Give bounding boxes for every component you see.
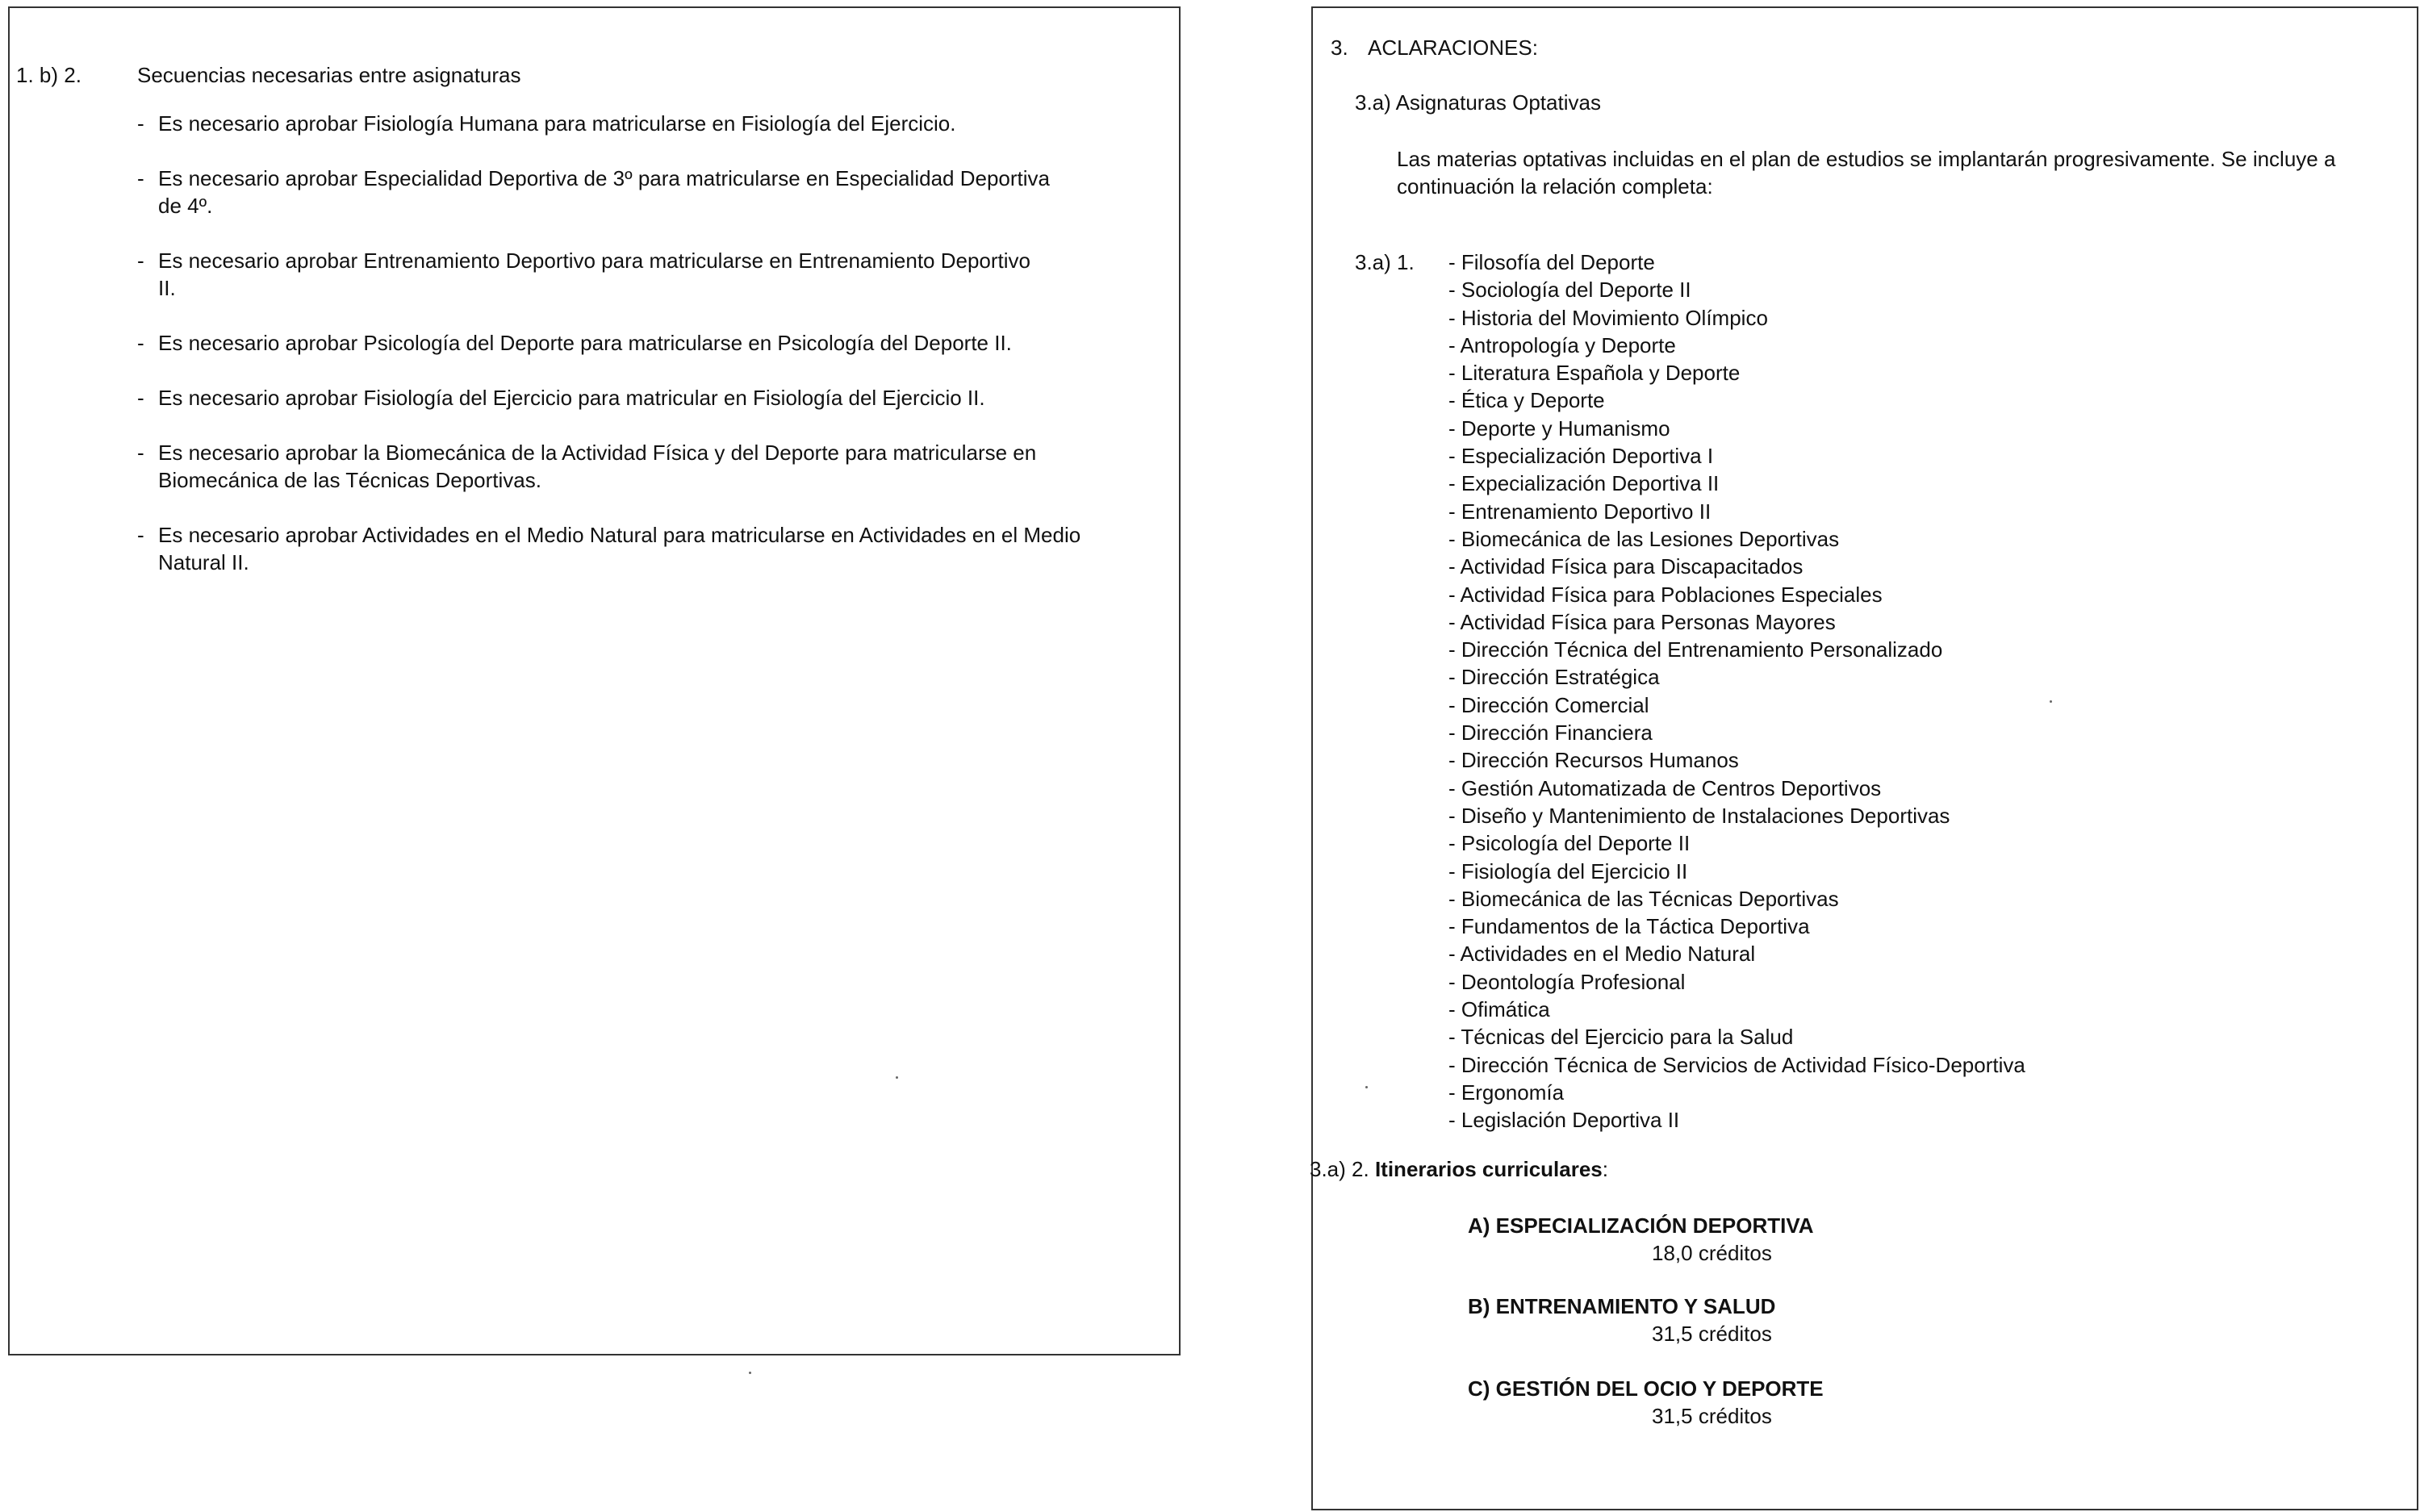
list-item bbox=[1448, 913, 2025, 940]
section-number: 1. b) 2. bbox=[16, 63, 82, 87]
list-item bbox=[1448, 415, 2025, 442]
list-item bbox=[1448, 885, 2025, 913]
optional-subject: Sociología del Deporte II bbox=[1461, 278, 1691, 303]
optional-subject: Ergonomía bbox=[1461, 1080, 1565, 1105]
list-dash: - bbox=[1448, 1080, 1461, 1105]
optional-subject: Historia del Movimiento Olímpico bbox=[1461, 305, 1768, 330]
list-dash: - bbox=[1448, 692, 1461, 717]
itinerary-title: B) ENTRENAMIENTO Y SALUD bbox=[1468, 1294, 1776, 1318]
optional-subject: Fisiología del Ejercicio II bbox=[1461, 858, 1688, 883]
list-item bbox=[1448, 276, 2025, 303]
optional-subject: Gestión Automatizada de Centros Deportivos bbox=[1461, 775, 1882, 800]
requirement-text: Es necesario aprobar Fisiología del Ejercicio para matricular en Fisiología del Ejercicio II. bbox=[158, 386, 985, 410]
list-item bbox=[1448, 1051, 2025, 1079]
list-item: - Es necesario aprobar la Biomecánica de la Actividad Física y del Deporte para matricularse en Biomecánica de las Técnicas Deportivas. bbox=[137, 439, 1138, 494]
list-dash: - bbox=[1448, 997, 1461, 1022]
list-item bbox=[1448, 996, 2025, 1023]
list-dash: - bbox=[1448, 305, 1461, 330]
list-dash: - bbox=[1448, 720, 1461, 746]
list-dash: - bbox=[1448, 278, 1461, 303]
optional-subject: Especialización Deportiva I bbox=[1461, 444, 1714, 469]
requirement-text: Es necesario aprobar la Biomecánica de la Actividad Física y del Deporte para matricularse en Biomecánica de las Técnicas Deportivas. bbox=[158, 441, 1037, 492]
list-dash: - bbox=[1448, 1108, 1461, 1133]
optional-subject: Dirección Comercial bbox=[1461, 692, 1649, 717]
optional-subject: Biomecánica de las Lesiones Deportivas bbox=[1461, 526, 1840, 551]
optional-subject: Fundamentos de la Táctica Deportiva bbox=[1461, 914, 1810, 939]
list-item bbox=[1448, 829, 2025, 857]
requirement-text: Es necesario aprobar Actividades en el Medio Natural para matricularse en Actividades en el Medio Natural II. bbox=[158, 523, 1081, 574]
optional-subject: Biomecánica de las Técnicas Deportivas bbox=[1461, 886, 1839, 911]
left-page bbox=[8, 6, 1181, 1355]
scan-speck bbox=[749, 1372, 751, 1374]
optional-subject: Legislación Deportiva II bbox=[1461, 1108, 1680, 1133]
list-item bbox=[1448, 525, 2025, 553]
optional-subject: Entrenamiento Deportivo II bbox=[1461, 499, 1712, 524]
optional-subject: Antropología y Deporte bbox=[1460, 332, 1676, 357]
list-item bbox=[1448, 968, 2025, 996]
list-item bbox=[1448, 581, 2025, 608]
list-item bbox=[1448, 470, 2025, 497]
list-item bbox=[1448, 442, 2025, 470]
section-title: Secuencias necesarias entre asignaturas bbox=[137, 63, 521, 87]
itinerary-option bbox=[1468, 1375, 1824, 1430]
list-item bbox=[1448, 386, 2025, 414]
list-dash: - bbox=[1448, 1052, 1461, 1077]
optional-subject: Dirección Financiera bbox=[1461, 720, 1653, 746]
list-dash: - bbox=[1448, 388, 1461, 413]
list-dash: - bbox=[1448, 637, 1461, 662]
list-item bbox=[1448, 332, 2025, 359]
list-item: - Es necesario aprobar Especialidad Deportiva de 3º para matricularse en Especialidad Deportiva de 4º. bbox=[137, 165, 1138, 219]
list-item bbox=[1448, 746, 2025, 774]
optional-subject: Técnicas del Ejercicio para la Salud bbox=[1461, 1025, 1794, 1050]
itinerary-option bbox=[1468, 1293, 1775, 1347]
list-dash: - bbox=[1448, 914, 1461, 939]
itineraries-prefix: 3.a) 2. bbox=[1310, 1157, 1369, 1181]
optional-subject: Deontología Profesional bbox=[1461, 969, 1686, 994]
list-item bbox=[1448, 663, 2025, 691]
scan-speck bbox=[1365, 1086, 1368, 1088]
list-dash: - bbox=[1448, 554, 1461, 579]
optional-subject: Filosofía del Deporte bbox=[1461, 250, 1655, 274]
list-item bbox=[1448, 802, 2025, 829]
list-item bbox=[1448, 359, 2025, 386]
list-dash: - bbox=[1448, 471, 1461, 496]
optional-subject: Deporte y Humanismo bbox=[1461, 416, 1670, 441]
intro-paragraph: Las materias optativas incluidas en el plan de estudios se implantarán progresivamente. Se incluye a continuación la relación completa: bbox=[1397, 147, 2336, 198]
list-dash: - bbox=[1448, 775, 1461, 800]
list-item bbox=[1448, 498, 2025, 525]
section-title: ACLARACIONES: bbox=[1368, 36, 1538, 60]
list-item bbox=[1448, 858, 2025, 885]
optional-subject: Actividad Física para Discapacitados bbox=[1460, 554, 1804, 579]
list-item: - Es necesario aprobar Psicología del Deporte para matricularse en Psicología del Deporte II. bbox=[137, 331, 1012, 355]
section-number: 3. bbox=[1331, 36, 1348, 60]
itineraries-title: Itinerarios curriculares bbox=[1374, 1157, 1603, 1181]
list-item: - Es necesario aprobar Fisiología Humana para matricularse en Fisiología del Ejercicio. bbox=[137, 111, 956, 136]
requirement-text: Es necesario aprobar Fisiología Humana para matricularse en Fisiología del Ejercicio. bbox=[158, 111, 956, 136]
list-item bbox=[1448, 1106, 2025, 1134]
list-number: 3.a) 1. bbox=[1355, 250, 1415, 274]
list-dash: - bbox=[1448, 361, 1461, 386]
itinerary-credits: 18,0 créditos bbox=[1652, 1241, 1772, 1265]
optional-subject: Actividades en el Medio Natural bbox=[1460, 942, 1756, 967]
list-dash: - bbox=[1448, 332, 1461, 357]
itinerary-title: A) ESPECIALIZACIÓN DEPORTIVA bbox=[1468, 1213, 1814, 1238]
list-dash: - bbox=[1448, 969, 1461, 994]
list-item bbox=[1448, 940, 2025, 967]
list-item: - Es necesario aprobar Fisiología del Ejercicio para matricular en Fisiología del Ejercicio II. bbox=[137, 386, 985, 410]
list-dash: - bbox=[1448, 831, 1461, 856]
optional-subject: Actividad Física para Personas Mayores bbox=[1460, 609, 1836, 634]
optional-subject: Dirección Estratégica bbox=[1461, 665, 1660, 690]
right-page bbox=[1311, 6, 2418, 1510]
list-dash: - bbox=[1448, 665, 1461, 690]
list-dash: - bbox=[1448, 250, 1461, 274]
list-dash: - bbox=[1448, 803, 1461, 828]
optional-subject: Dirección Recursos Humanos bbox=[1461, 748, 1739, 773]
optional-subject: Dirección Técnica del Entrenamiento Personalizado bbox=[1461, 637, 1943, 662]
optional-subject: Diseño y Mantenimiento de Instalaciones Deportivas bbox=[1461, 803, 1950, 828]
scan-speck bbox=[896, 1076, 898, 1079]
optional-subjects-list bbox=[1448, 249, 2025, 1134]
optional-subject: Ofimática bbox=[1461, 997, 1550, 1022]
list-dash: - bbox=[1448, 1025, 1461, 1050]
list-item bbox=[1448, 1079, 2025, 1106]
optional-subject: Actividad Física para Poblaciones Especiales bbox=[1460, 582, 1883, 607]
list-dash: - bbox=[1448, 942, 1461, 967]
list-item bbox=[1448, 691, 2025, 719]
requirement-text: Es necesario aprobar Entrenamiento Deportivo para matricularse en Entrenamiento Deportivo II. bbox=[158, 249, 1031, 300]
list-item bbox=[1448, 304, 2025, 332]
list-dash: - bbox=[1448, 499, 1461, 524]
optional-subject: Expecialización Deportiva II bbox=[1461, 471, 1720, 496]
itinerary-credits: 31,5 créditos bbox=[1652, 1404, 1772, 1428]
list-item bbox=[1448, 775, 2025, 802]
optional-subject: Dirección Técnica de Servicios de Actividad Físico-Deportiva bbox=[1461, 1052, 2025, 1077]
list-dash: - bbox=[1448, 886, 1461, 911]
subsection-title: 3.a) Asignaturas Optativas bbox=[1355, 90, 1601, 115]
scan-speck bbox=[2050, 700, 2052, 703]
list-item bbox=[1448, 553, 2025, 580]
list-dash: - bbox=[1448, 416, 1461, 441]
requirement-text: Es necesario aprobar Psicología del Deporte para matricularse en Psicología del Deporte II. bbox=[158, 331, 1012, 355]
list-item bbox=[1448, 1023, 2025, 1050]
itineraries-heading bbox=[1310, 1155, 1608, 1183]
list-item: - Es necesario aprobar Actividades en el Medio Natural para matricularse en Actividades en el Medio Natural II. bbox=[137, 521, 1138, 576]
list-dash: - bbox=[1448, 858, 1461, 883]
list-item bbox=[1448, 719, 2025, 746]
optional-subject: Ética y Deporte bbox=[1461, 388, 1605, 413]
list-dash: - bbox=[1448, 609, 1461, 634]
optional-subject: Psicología del Deporte II bbox=[1461, 831, 1691, 856]
list-dash: - bbox=[1448, 526, 1461, 551]
requirement-text: Es necesario aprobar Especialidad Deportiva de 3º para matricularse en Especialidad Deportiva de 4º. bbox=[158, 166, 1050, 218]
list-dash: - bbox=[1448, 444, 1461, 469]
list-item bbox=[1448, 249, 2025, 276]
itinerary-option bbox=[1468, 1212, 1814, 1267]
list-dash: - bbox=[1448, 748, 1461, 773]
itineraries-colon: : bbox=[1602, 1157, 1608, 1181]
itinerary-title: C) GESTIÓN DEL OCIO Y DEPORTE bbox=[1468, 1376, 1824, 1401]
list-item bbox=[1448, 608, 2025, 636]
list-item: - Es necesario aprobar Entrenamiento Deportivo para matricularse en Entrenamiento Deportivo II. bbox=[137, 247, 1138, 302]
optional-subject: Literatura Española y Deporte bbox=[1461, 361, 1741, 386]
itinerary-credits: 31,5 créditos bbox=[1652, 1322, 1772, 1346]
list-item bbox=[1448, 636, 2025, 663]
list-dash: - bbox=[1448, 582, 1461, 607]
requirements-list bbox=[137, 110, 1138, 604]
